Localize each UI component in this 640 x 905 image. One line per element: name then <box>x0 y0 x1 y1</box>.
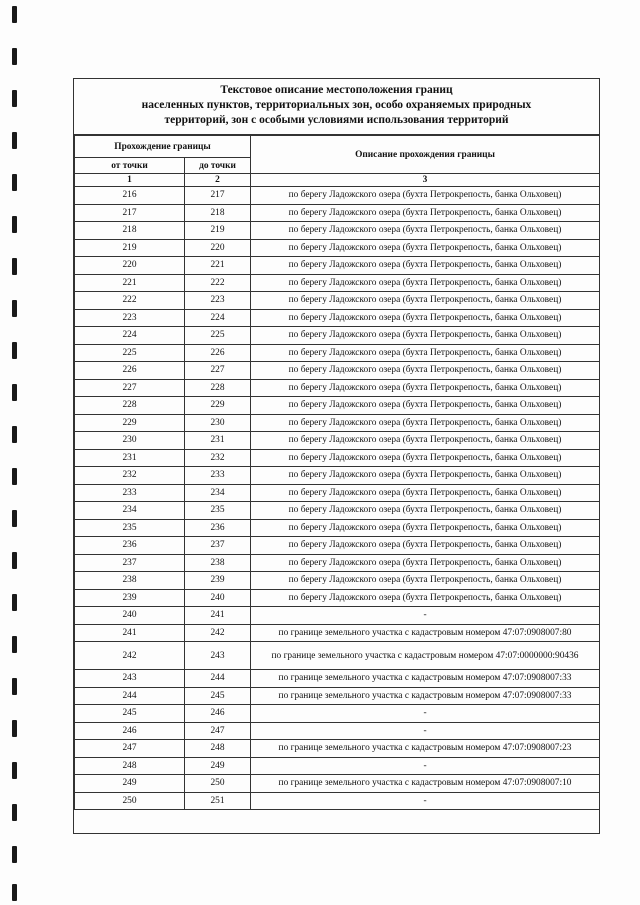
table-row <box>75 757 600 775</box>
binding-hole <box>12 48 17 65</box>
binding-hole <box>12 468 17 485</box>
binding-hole <box>12 636 17 653</box>
binding-hole <box>12 6 17 23</box>
cell-description: по берегу Ладожского озера (бухта Петрокрепость, банка Ольховец) <box>251 414 600 432</box>
cell-to: 242 <box>185 624 251 642</box>
cell-description: по берегу Ладожского озера (бухта Петрокрепость, банка Ольховец) <box>251 502 600 520</box>
cell-from: 224 <box>75 327 185 345</box>
cell-from: 238 <box>75 572 185 590</box>
cell-to: 227 <box>185 362 251 380</box>
table-row <box>75 204 600 222</box>
cell-to: 246 <box>185 705 251 723</box>
binding-hole <box>12 846 17 863</box>
cell-description: по берегу Ладожского озера (бухта Петрокрепость, банка Ольховец) <box>251 467 600 485</box>
cell-from: 247 <box>75 740 185 758</box>
cell-from: 219 <box>75 239 185 257</box>
table-row <box>75 792 600 810</box>
cell-from: 242 <box>75 642 185 670</box>
cell-to: 224 <box>185 309 251 327</box>
column-number-1: 1 <box>75 174 185 187</box>
table-row <box>75 670 600 688</box>
cell-description: по берегу Ладожского озера (бухта Петрокрепость, банка Ольховец) <box>251 239 600 257</box>
table-row <box>75 554 600 572</box>
cell-description: по берегу Ладожского озера (бухта Петрокрепость, банка Ольховец) <box>251 274 600 292</box>
table-row <box>75 327 600 345</box>
cell-description: по границе земельного участка с кадастровым номером 47:07:0000000:90436 <box>251 642 600 670</box>
cell-to: 245 <box>185 687 251 705</box>
table-row <box>75 414 600 432</box>
binding-hole <box>12 762 17 779</box>
cell-description: по берегу Ладожского озера (бухта Петрокрепость, банка Ольховец) <box>251 204 600 222</box>
cell-from: 245 <box>75 705 185 723</box>
table-row <box>75 589 600 607</box>
cell-from: 223 <box>75 309 185 327</box>
table-row <box>75 397 600 415</box>
cell-from: 243 <box>75 670 185 688</box>
cell-description: по берегу Ладожского озера (бухта Петрокрепость, банка Ольховец) <box>251 432 600 450</box>
cell-description: по берегу Ладожского озера (бухта Петрокрепость, банка Ольховец) <box>251 572 600 590</box>
cell-to: 229 <box>185 397 251 415</box>
cell-from: 230 <box>75 432 185 450</box>
title-line-2: населенных пунктов, территориальных зон, особо охраняемых природных <box>141 99 532 111</box>
cell-from: 221 <box>75 274 185 292</box>
table-row <box>75 449 600 467</box>
cell-to: 241 <box>185 607 251 625</box>
binding-hole <box>12 90 17 107</box>
table-row <box>75 292 600 310</box>
table-row <box>75 239 600 257</box>
binding-hole <box>12 720 17 737</box>
cell-from: 235 <box>75 519 185 537</box>
table-row <box>75 519 600 537</box>
header-to: до точки <box>185 158 251 174</box>
cell-to: 222 <box>185 274 251 292</box>
table-row <box>75 642 600 670</box>
binding-hole <box>12 678 17 695</box>
table-row <box>75 502 600 520</box>
cell-to: 228 <box>185 379 251 397</box>
table-row <box>75 222 600 240</box>
cell-to: 251 <box>185 792 251 810</box>
cell-from: 222 <box>75 292 185 310</box>
binding-holes <box>12 0 22 905</box>
cell-description: по берегу Ладожского озера (бухта Петрокрепость, банка Ольховец) <box>251 344 600 362</box>
binding-hole <box>12 804 17 821</box>
document-frame <box>73 78 600 834</box>
cell-to: 218 <box>185 204 251 222</box>
cell-description: по берегу Ладожского озера (бухта Петрокрепость, банка Ольховец) <box>251 292 600 310</box>
cell-from: 248 <box>75 757 185 775</box>
boundary-table <box>74 135 600 810</box>
cell-to: 223 <box>185 292 251 310</box>
cell-description: по берегу Ладожского озера (бухта Петрокрепость, банка Ольховец) <box>251 519 600 537</box>
table-row <box>75 362 600 380</box>
cell-from: 231 <box>75 449 185 467</box>
cell-description: по берегу Ладожского озера (бухта Петрокрепость, банка Ольховец) <box>251 537 600 555</box>
binding-hole <box>12 552 17 569</box>
cell-description: - <box>251 705 600 723</box>
cell-to: 234 <box>185 484 251 502</box>
binding-hole <box>12 384 17 401</box>
cell-from: 225 <box>75 344 185 362</box>
cell-description: по берегу Ладожского озера (бухта Петрокрепость, банка Ольховец) <box>251 379 600 397</box>
table-row <box>75 607 600 625</box>
binding-hole <box>12 884 17 901</box>
table-row <box>75 484 600 502</box>
title-line-3: территорий, зон с особыми условиями использования территорий <box>164 114 509 126</box>
cell-description: по берегу Ладожского озера (бухта Петрокрепость, банка Ольховец) <box>251 449 600 467</box>
cell-description: по берегу Ладожского озера (бухта Петрокрепость, банка Ольховец) <box>251 309 600 327</box>
cell-from: 250 <box>75 792 185 810</box>
cell-from: 236 <box>75 537 185 555</box>
cell-from: 240 <box>75 607 185 625</box>
cell-description: по границе земельного участка с кадастровым номером 47:07:0908007:33 <box>251 687 600 705</box>
cell-to: 226 <box>185 344 251 362</box>
cell-from: 216 <box>75 187 185 205</box>
binding-hole <box>12 510 17 527</box>
cell-to: 250 <box>185 775 251 793</box>
cell-description: по берегу Ладожского озера (бухта Петрокрепость, банка Ольховец) <box>251 589 600 607</box>
binding-hole <box>12 342 17 359</box>
table-row <box>75 379 600 397</box>
table-row <box>75 344 600 362</box>
cell-description: по берегу Ладожского озера (бухта Петрокрепость, банка Ольховец) <box>251 484 600 502</box>
cell-to: 237 <box>185 537 251 555</box>
table-row <box>75 309 600 327</box>
cell-from: 246 <box>75 722 185 740</box>
cell-description: по границе земельного участка с кадастровым номером 47:07:0908007:10 <box>251 775 600 793</box>
cell-to: 247 <box>185 722 251 740</box>
cell-to: 240 <box>185 589 251 607</box>
cell-from: 232 <box>75 467 185 485</box>
cell-from: 229 <box>75 414 185 432</box>
binding-hole <box>12 216 17 233</box>
cell-to: 238 <box>185 554 251 572</box>
binding-hole <box>12 132 17 149</box>
cell-to: 233 <box>185 467 251 485</box>
cell-from: 226 <box>75 362 185 380</box>
cell-description: по берегу Ладожского озера (бухта Петрокрепость, банка Ольховец) <box>251 397 600 415</box>
cell-description: по границе земельного участка с кадастровым номером 47:07:0908007:33 <box>251 670 600 688</box>
column-number-2: 2 <box>185 174 251 187</box>
table-row <box>75 187 600 205</box>
cell-from: 237 <box>75 554 185 572</box>
table-row <box>75 775 600 793</box>
table-row <box>75 687 600 705</box>
document-title <box>74 79 599 135</box>
table-row <box>75 537 600 555</box>
cell-to: 219 <box>185 222 251 240</box>
column-number-3: 3 <box>251 174 600 187</box>
cell-description: - <box>251 722 600 740</box>
table-row <box>75 722 600 740</box>
cell-description: - <box>251 757 600 775</box>
binding-hole <box>12 258 17 275</box>
cell-to: 232 <box>185 449 251 467</box>
table-row <box>75 257 600 275</box>
table-row <box>75 705 600 723</box>
cell-to: 220 <box>185 239 251 257</box>
table-row <box>75 572 600 590</box>
binding-hole <box>12 594 17 611</box>
cell-to: 244 <box>185 670 251 688</box>
cell-from: 218 <box>75 222 185 240</box>
cell-to: 230 <box>185 414 251 432</box>
cell-to: 239 <box>185 572 251 590</box>
cell-from: 227 <box>75 379 185 397</box>
table-row <box>75 467 600 485</box>
cell-description: по берегу Ладожского озера (бухта Петрокрепость, банка Ольховец) <box>251 222 600 240</box>
cell-from: 220 <box>75 257 185 275</box>
cell-description: - <box>251 792 600 810</box>
cell-from: 249 <box>75 775 185 793</box>
cell-description: по берегу Ладожского озера (бухта Петрокрепость, банка Ольховец) <box>251 187 600 205</box>
cell-description: по берегу Ладожского озера (бухта Петрокрепость, банка Ольховец) <box>251 327 600 345</box>
table-row <box>75 274 600 292</box>
header-from: от точки <box>75 158 185 174</box>
cell-from: 241 <box>75 624 185 642</box>
cell-description: по границе земельного участка с кадастровым номером 47:07:0908007:23 <box>251 740 600 758</box>
cell-description: по берегу Ладожского озера (бухта Петрокрепость, банка Ольховец) <box>251 257 600 275</box>
cell-to: 217 <box>185 187 251 205</box>
table-row <box>75 432 600 450</box>
cell-from: 244 <box>75 687 185 705</box>
cell-to: 225 <box>185 327 251 345</box>
cell-from: 233 <box>75 484 185 502</box>
cell-from: 228 <box>75 397 185 415</box>
binding-hole <box>12 174 17 191</box>
cell-to: 236 <box>185 519 251 537</box>
title-line-1: Текстовое описание местоположения границ <box>220 84 453 96</box>
cell-to: 248 <box>185 740 251 758</box>
binding-hole <box>12 300 17 317</box>
cell-to: 221 <box>185 257 251 275</box>
table-row <box>75 740 600 758</box>
cell-description: по берегу Ладожского озера (бухта Петрокрепость, банка Ольховец) <box>251 362 600 380</box>
cell-to: 235 <box>185 502 251 520</box>
table-row <box>75 624 600 642</box>
cell-from: 239 <box>75 589 185 607</box>
cell-from: 217 <box>75 204 185 222</box>
cell-description: по берегу Ладожского озера (бухта Петрокрепость, банка Ольховец) <box>251 554 600 572</box>
cell-description: по границе земельного участка с кадастровым номером 47:07:0908007:80 <box>251 624 600 642</box>
cell-to: 249 <box>185 757 251 775</box>
cell-to: 243 <box>185 642 251 670</box>
cell-description: - <box>251 607 600 625</box>
cell-to: 231 <box>185 432 251 450</box>
cell-from: 234 <box>75 502 185 520</box>
binding-hole <box>12 426 17 443</box>
header-description: Описание прохождения границы <box>251 136 600 174</box>
header-passage: Прохождение границы <box>75 136 251 158</box>
